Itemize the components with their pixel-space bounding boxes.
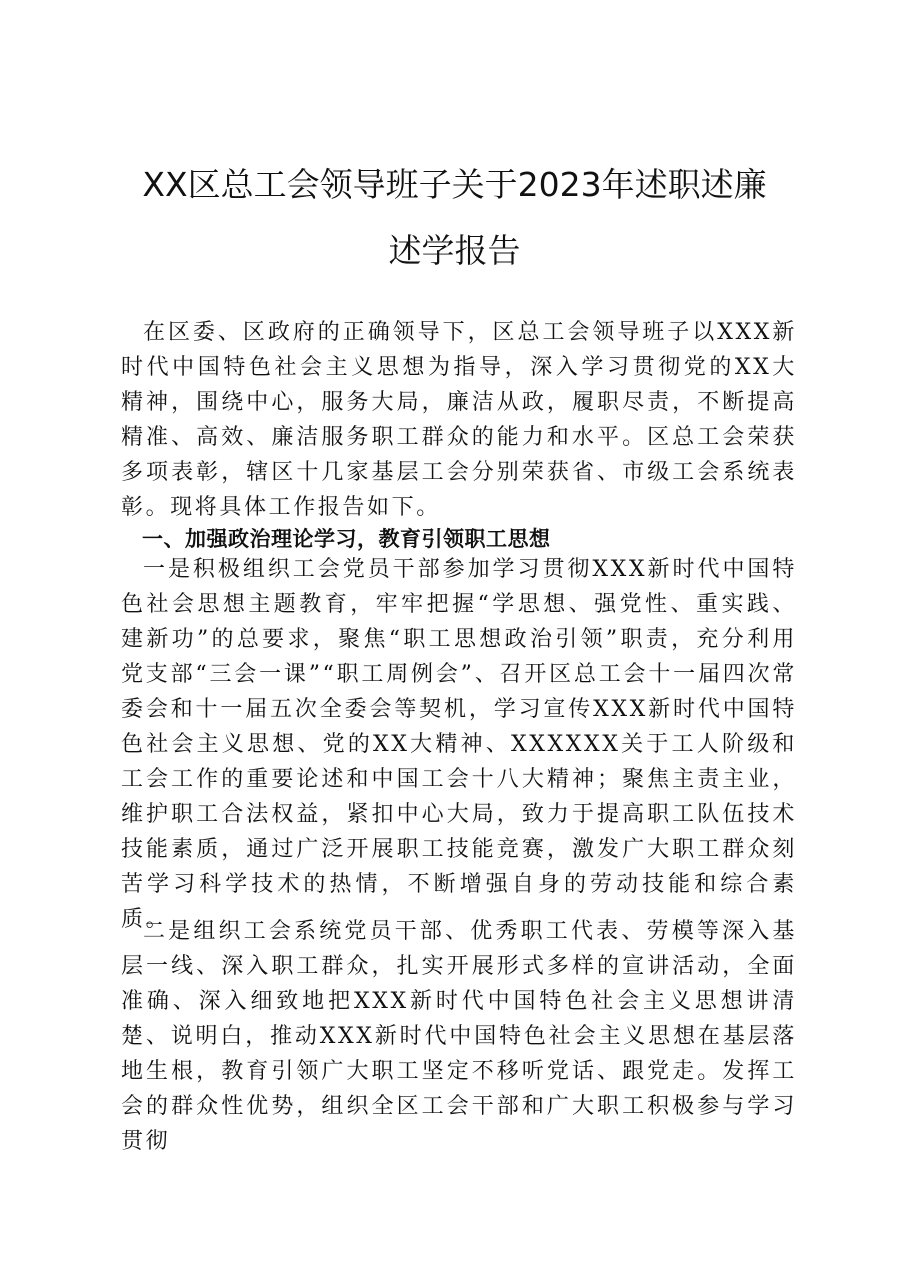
paragraph-two: 二是组织工会系统党员干部、优秀职工代表、劳模等深入基层一线、深入职工群众，扎实开展形式多样的宣讲活动，全面准确、深入细致地把XXX新时代中国特色社会主义思想讲清楚、说明白，推动XXX新时代中国特色社会主义思想在基层落地生根，教育引领广大职工坚定不移听党话、跟党走。发挥工会的群众性优势，组织全区工会干部和广大职工积极参与学习贯彻: [121, 919, 797, 1154]
document-title-line-1: XX区总工会领导班子关于2023年述职述廉: [142, 165, 767, 204]
document-title-line-2: 述学报告: [388, 231, 521, 270]
section-heading: 一、加强政治理论学习，教育引领职工思想: [142, 527, 551, 551]
paragraph-one: 一是积极组织工会党员干部参加学习贯彻XXX新时代中国特色社会思想主题教育，牢牢把握“学思想、强党性、重实践、建新功”的总要求，聚焦“职工思想政治引领”职责，充分利用党支部“三会一课”“职工周例会”、召开区总工会十一届四次常委会和十一届五次全委会等契机，学习宣传XXX新时代中国特色社会主义思想、党的XX大精神、XXXXXX关于工人阶级和工会工作的重要论述和中国工会十八大精神；聚焦主责主业，维护职工合法权益，紧扣中心大局，致力于提高职工队伍技术技能素质，通过广泛开展职工技能竞赛，激发广大职工群众刻苦学习科学技术的热情，不断增强自身的劳动技能和综合素质。: [121, 557, 797, 932]
intro-paragraph: 在区委、区政府的正确领导下，区总工会领导班子以XXX新时代中国特色社会主义思想为指导，深入学习贯彻党的XX大精神，围绕中心，服务大局，廉洁从政，履职尽责，不断提高精准、高效、廉洁服务职工群众的能力和水平。区总工会荣获多项表彰，辖区十几家基层工会分别荣获省、市级工会系统表彰。现将具体工作报告如下。: [121, 320, 797, 520]
